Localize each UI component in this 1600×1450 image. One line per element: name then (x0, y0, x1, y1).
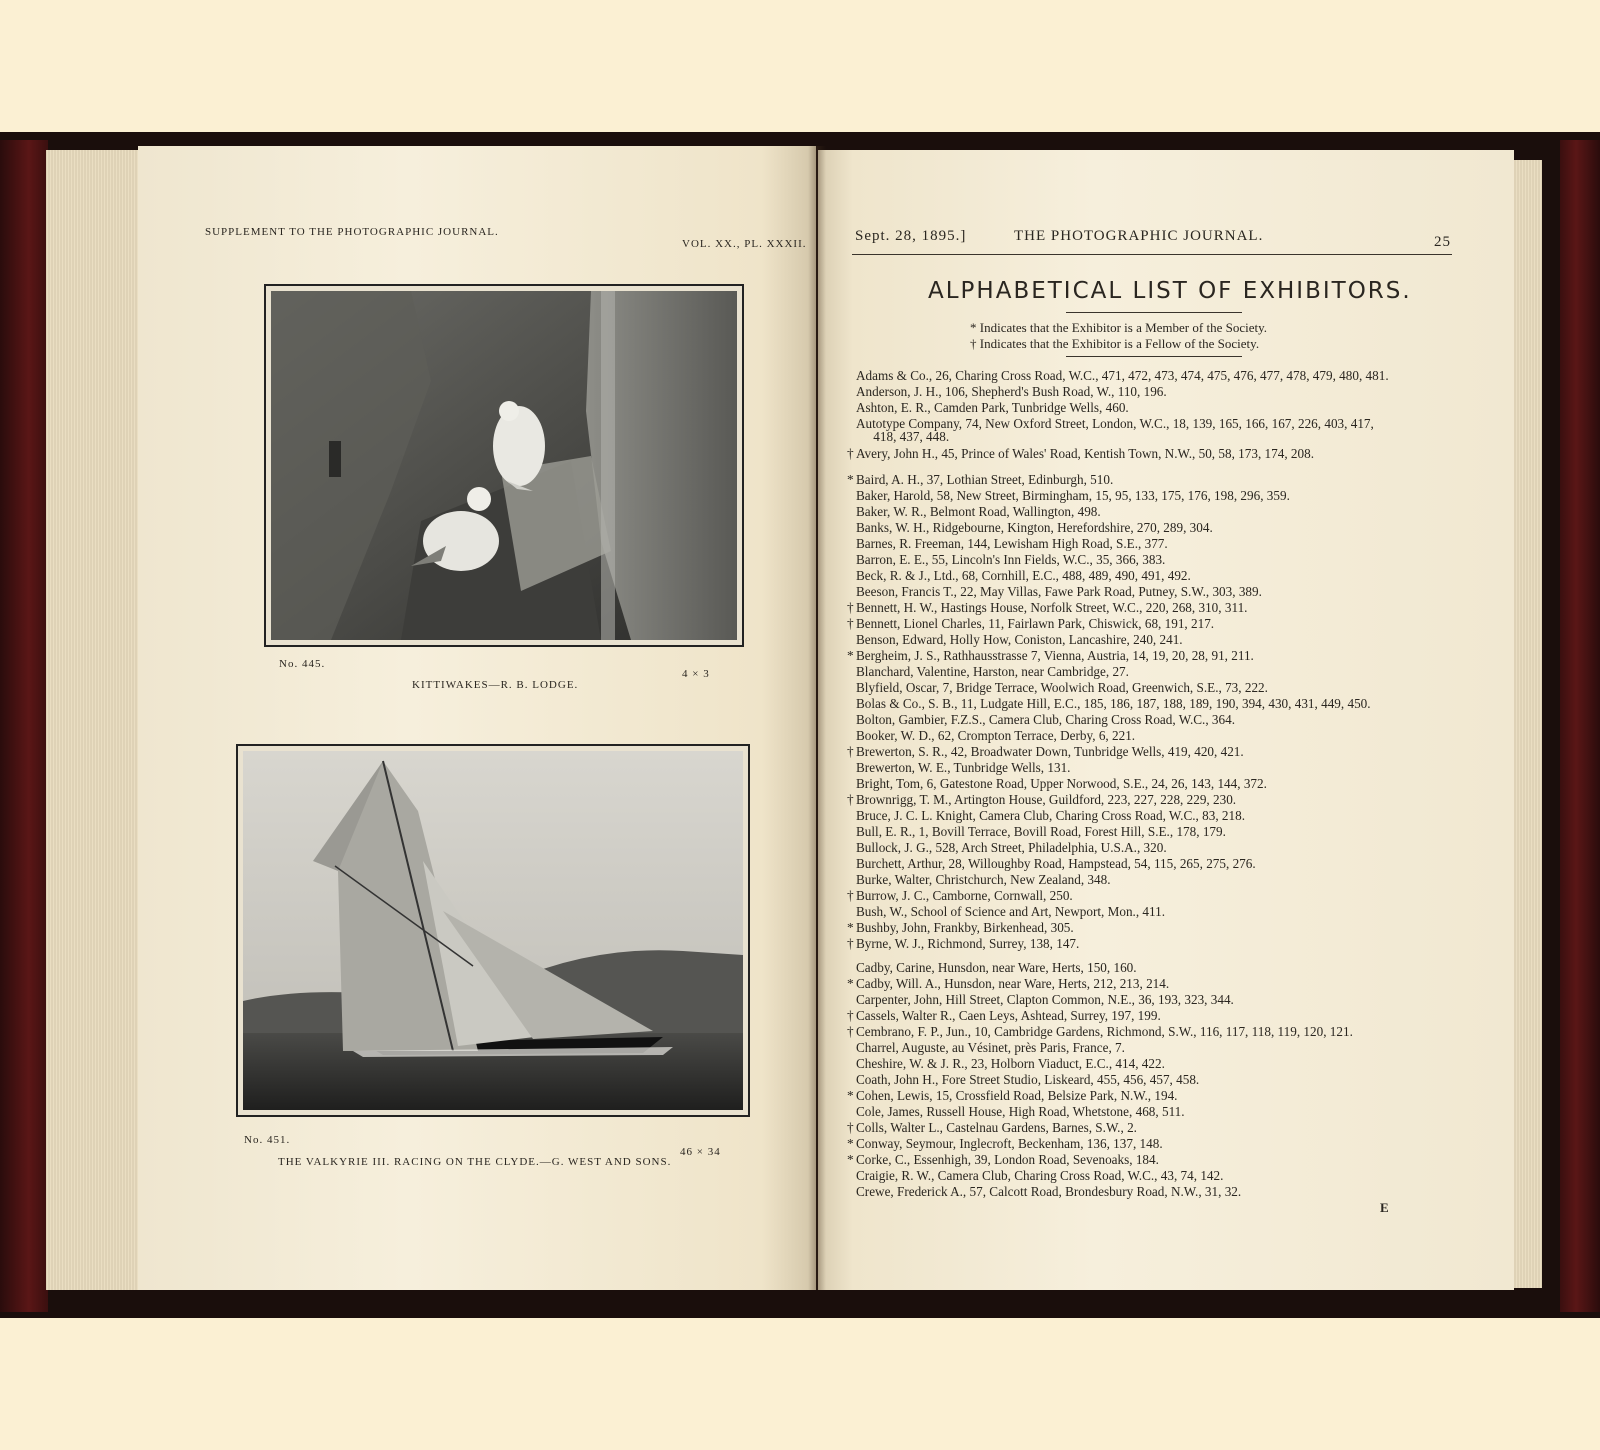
plate-valkyrie (236, 744, 750, 1117)
signature-mark: E (1380, 1200, 1389, 1215)
page-number: 25 (1434, 234, 1451, 250)
exhibitor-entry: Bush, W., School of Science and Art, Newport, Mon., 411. (856, 904, 1166, 919)
exhibitor-entry: * Cohen, Lewis, 15, Crossfield Road, Belsize Park, N.W., 194. (847, 1088, 1178, 1103)
plate2-number: No. 451. (244, 1134, 291, 1146)
list-title: ALPHABETICAL LIST OF EXHIBITORS. (928, 278, 1412, 304)
exhibitor-entry: * Corke, C., Essenhigh, 39, London Road, Sevenoaks, 184. (847, 1152, 1159, 1167)
plate-kittiwakes (264, 284, 744, 647)
page-edges-right (1512, 160, 1542, 1288)
exhibitor-entry: Cheshire, W. & J. R., 23, Holborn Viaduct, E.C., 414, 422. (856, 1056, 1165, 1071)
exhibitor-entry: † Colls, Walter L., Castelnau Gardens, Barnes, S.W., 2. (847, 1120, 1137, 1135)
exhibitor-entry: * Bushby, John, Frankby, Birkenhead, 305. (847, 920, 1074, 935)
issue-date: Sept. 28, 1895.] (855, 228, 967, 244)
exhibitor-entry: † Brewerton, S. R., 42, Broadwater Down, Tunbridge Wells, 419, 420, 421. (847, 744, 1244, 759)
legend-fellow: † Indicates that the Exhibitor is a Fellow of the Society. (970, 336, 1260, 351)
exhibitor-entry: † Bennett, Lionel Charles, 11, Fairlawn Park, Chiswick, 68, 191, 217. (847, 616, 1215, 631)
exhibitor-entry: † Cembrano, F. P., Jun., 10, Cambridge Gardens, Richmond, S.W., 116, 117, 118, 119, 120, 121. (847, 1024, 1353, 1039)
plate1-size: 4 × 3 (682, 668, 710, 680)
plate2-caption: THE VALKYRIE III. RACING ON THE CLYDE.—G. WEST AND SONS. (278, 1156, 672, 1168)
exhibitor-entry: Beck, R. & J., Ltd., 68, Cornhill, E.C., 488, 489, 490, 491, 492. (856, 568, 1191, 583)
exhibitor-entry: * Bergheim, J. S., Rathhausstrasse 7, Vienna, Austria, 14, 19, 20, 28, 91, 211. (847, 648, 1254, 663)
exhibitor-entry: Brewerton, W. E., Tunbridge Wells, 131. (856, 760, 1071, 775)
exhibitor-entry: Blanchard, Valentine, Harston, near Cambridge, 27. (856, 664, 1129, 679)
left-header-title: SUPPLEMENT TO THE PHOTOGRAPHIC JOURNAL. (205, 226, 499, 238)
page-edges-left (46, 150, 142, 1290)
exhibitor-entry-continuation: 418, 437, 448. (870, 429, 950, 444)
exhibitor-entry: Coath, John H., Fore Street Studio, Liskeard, 455, 456, 457, 458. (856, 1072, 1200, 1087)
exhibitor-entry: Booker, W. D., 62, Crompton Terrace, Derby, 6, 221. (856, 728, 1136, 743)
left-header-volume: VOL. XX., PL. XXXII. (682, 238, 807, 250)
exhibitor-list (847, 356, 1456, 1199)
exhibitor-entry: * Baird, A. H., 37, Lothian Street, Edinburgh, 510. (847, 472, 1114, 487)
exhibitor-entry: † Bennett, H. W., Hastings House, Norfolk Street, W.C., 220, 268, 310, 311. (847, 600, 1248, 615)
exhibitor-entry: Beeson, Francis T., 22, May Villas, Fawe Park Road, Putney, S.W., 303, 389. (856, 584, 1262, 599)
exhibitor-entry: Cadby, Carine, Hunsdon, near Ware, Herts, 150, 160. (856, 960, 1137, 975)
exhibitor-entry: Bright, Tom, 6, Gatestone Road, Upper Norwood, S.E., 24, 26, 143, 144, 372. (856, 776, 1267, 791)
exhibitor-entry: Burchett, Arthur, 28, Willoughby Road, Hampstead, 54, 115, 265, 275, 276. (856, 856, 1256, 871)
kittiwakes-photo (271, 291, 737, 640)
book-cover-left (0, 140, 48, 1312)
exhibitor-entry: Ashton, E. R., Camden Park, Tunbridge Wells, 460. (856, 400, 1129, 415)
exhibitor-entry: * Conway, Seymour, Inglecroft, Beckenham, 136, 137, 148. (847, 1136, 1163, 1151)
exhibitor-entry: † Burrow, J. C., Camborne, Cornwall, 250. (847, 888, 1073, 903)
exhibitor-entry: Barron, E. E., 55, Lincoln's Inn Fields, W.C., 35, 366, 383. (856, 552, 1166, 567)
exhibitor-entry: Banks, W. H., Ridgebourne, Kington, Herefordshire, 270, 289, 304. (856, 520, 1213, 535)
exhibitor-entry: Bull, E. R., 1, Bovill Terrace, Bovill Road, Forest Hill, S.E., 178, 179. (856, 824, 1226, 839)
exhibitor-entry: Barnes, R. Freeman, 144, Lewisham High Road, S.E., 377. (856, 536, 1168, 551)
book-cover-right (1560, 140, 1600, 1312)
exhibitor-entry: * Cadby, Will. A., Hunsdon, near Ware, Herts, 212, 213, 214. (847, 976, 1170, 991)
exhibitor-entry: Adams & Co., 26, Charing Cross Road, W.C., 471, 472, 473, 474, 475, 476, 477, 478, 479, 480, 481. (856, 368, 1389, 383)
exhibitor-entry: Blyfield, Oscar, 7, Bridge Terrace, Woolwich Road, Greenwich, S.E., 73, 222. (856, 680, 1268, 695)
book-gutter (808, 146, 826, 1290)
exhibitor-entry: Autotype Company, 74, New Oxford Street, London, W.C., 18, 139, 165, 166, 167, 226, 403, 417, (856, 416, 1374, 431)
exhibitor-entry: Bolton, Gambier, F.Z.S., Camera Club, Charing Cross Road, W.C., 364. (856, 712, 1236, 727)
plate1-caption: KITTIWAKES—R. B. LODGE. (412, 679, 579, 691)
exhibitor-entry: Bullock, J. G., 528, Arch Street, Philadelphia, U.S.A., 320. (856, 840, 1167, 855)
exhibitor-entry: Anderson, J. H., 106, Shepherd's Bush Road, W., 110, 196. (856, 384, 1167, 399)
exhibitor-entry: Crewe, Frederick A., 57, Calcott Road, Brondesbury Road, N.W., 31, 32. (856, 1184, 1242, 1199)
title-rule (1066, 312, 1242, 313)
header-rule (852, 254, 1452, 255)
valkyrie-photo (243, 751, 743, 1110)
journal-running-head: THE PHOTOGRAPHIC JOURNAL. (1014, 228, 1264, 244)
exhibitor-entry: Baker, W. R., Belmont Road, Wallington, 498. (856, 504, 1101, 519)
exhibitor-entry: Burke, Walter, Christchurch, New Zealand, 348. (856, 872, 1111, 887)
exhibitor-entry: Charrel, Auguste, au Vésinet, près Paris, France, 7. (856, 1040, 1125, 1055)
plate2-size: 46 × 34 (680, 1146, 721, 1158)
exhibitor-entry: Carpenter, John, Hill Street, Clapton Common, N.E., 36, 193, 323, 344. (856, 992, 1234, 1007)
exhibitor-entry: † Byrne, W. J., Richmond, Surrey, 138, 147. (847, 936, 1080, 951)
plate1-number: No. 445. (279, 658, 326, 670)
exhibitor-entry: Craigie, R. W., Camera Club, Charing Cross Road, W.C., 43, 74, 142. (856, 1168, 1224, 1183)
exhibitor-entry: Bruce, J. C. L. Knight, Camera Club, Charing Cross Road, W.C., 83, 218. (856, 808, 1246, 823)
exhibitor-entry: Baker, Harold, 58, New Street, Birmingham, 15, 95, 133, 175, 176, 198, 296, 359. (856, 488, 1290, 503)
exhibitor-entry: † Cassels, Walter R., Caen Leys, Ashtead, Surrey, 197, 199. (847, 1008, 1161, 1023)
exhibitor-entry: Bolas & Co., S. B., 11, Ludgate Hill, E.C., 185, 186, 187, 188, 189, 190, 394, 430, 431, 449, 450. (856, 696, 1371, 711)
exhibitor-entry: Benson, Edward, Holly How, Coniston, Lancashire, 240, 241. (856, 632, 1183, 647)
exhibitor-entry: Cole, James, Russell House, High Road, Whetstone, 468, 511. (856, 1104, 1185, 1119)
exhibitor-entry: † Avery, John H., 45, Prince of Wales' Road, Kentish Town, N.W., 50, 58, 173, 174, 208. (847, 446, 1315, 461)
legend-member: * Indicates that the Exhibitor is a Member of the Society. (970, 320, 1267, 335)
exhibitor-entry: † Brownrigg, T. M., Artington House, Guildford, 223, 227, 228, 229, 230. (847, 792, 1237, 807)
